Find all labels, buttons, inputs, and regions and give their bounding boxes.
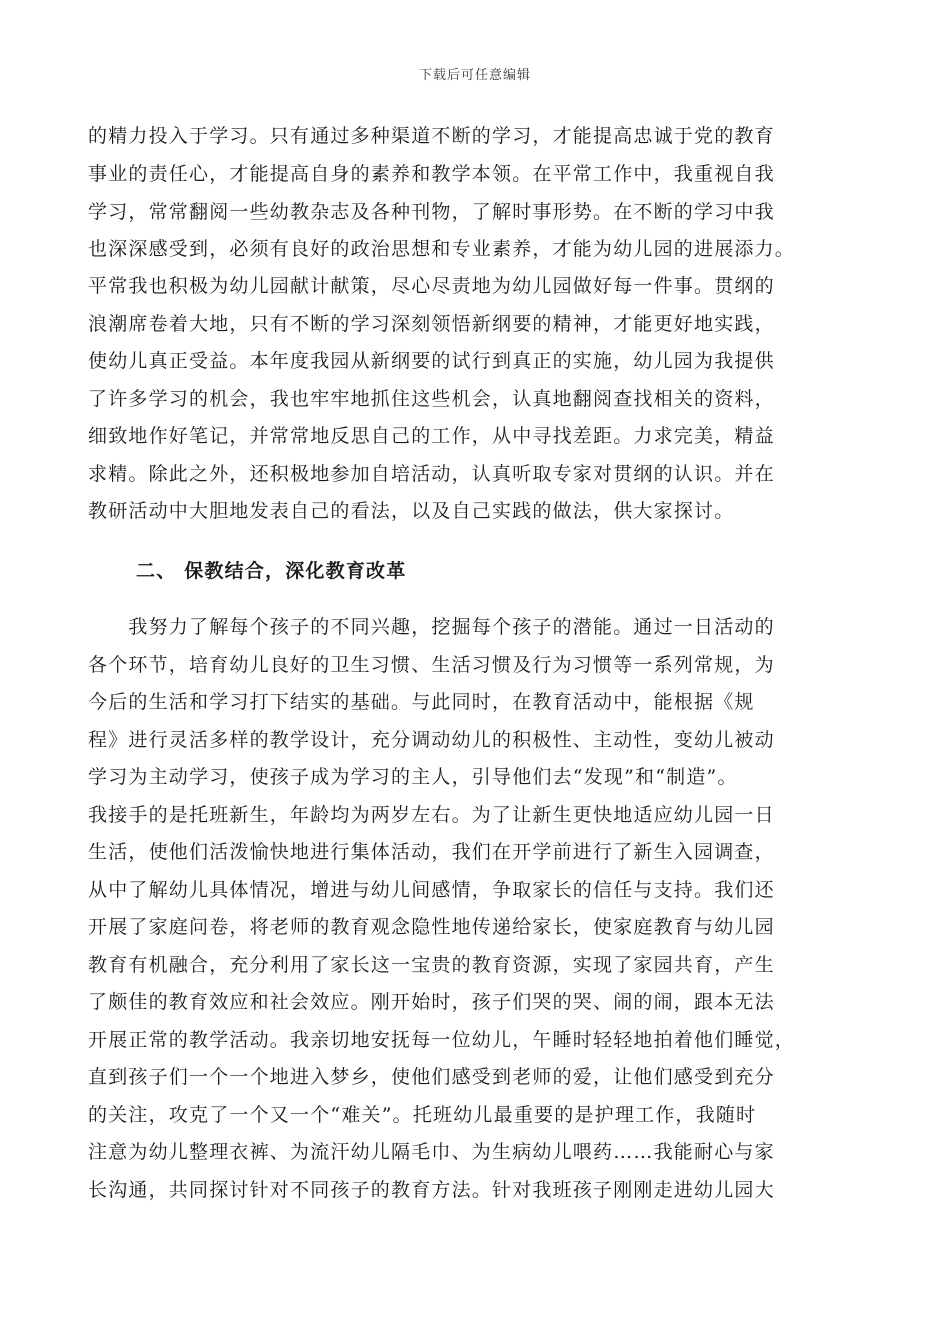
- paragraph-line: 开展了家庭问卷，将老师的教育观念隐性地传递给家长，使家庭教育与幼儿园: [88, 916, 775, 938]
- paragraph-line: 学习，常常翻阅一些幼教杂志及各种刊物，了解时事形势。在不断的学习中我: [88, 201, 775, 223]
- paragraph-line: 的关注，攻克了一个又一个“难关”。托班幼儿最重要的是护理工作，我随时: [88, 1104, 757, 1126]
- paragraph-line: 求精。除此之外，还积极地参加自培活动，认真听取专家对贯纲的认识。并在: [88, 463, 775, 485]
- section-heading: 二、 保教结合，深化教育改革: [136, 560, 407, 582]
- paragraph-line: 浪潮席卷着大地，只有不断的学习深刻领悟新纲要的精神，才能更好地实践，: [88, 313, 775, 335]
- paragraph-line: 我接手的是托班新生，年龄均为两岁左右。为了让新生更快地适应幼儿园一日: [88, 804, 775, 826]
- paragraph-line: 教研活动中大胆地发表自己的看法，以及自己实践的做法，供大家探讨。: [88, 500, 735, 522]
- paragraph-line: 长沟通，共同探讨针对不同孩子的教育方法。针对我班孩子刚刚走进幼儿园大: [88, 1179, 775, 1201]
- paragraph-line: 今后的生活和学习打下结实的基础。与此同时，在教育活动中，能根据《规: [88, 691, 755, 713]
- page-header: 下载后可任意编辑: [418, 68, 531, 83]
- paragraph-line: 直到孩子们一个一个地进入梦乡，使他们感受到老师的爱，让他们感受到充分: [88, 1066, 775, 1088]
- paragraph-line: 我努力了解每个孩子的不同兴趣，挖掘每个孩子的潜能。通过一日活动的: [88, 616, 775, 638]
- paragraph-line: 事业的责任心，才能提高自身的素养和教学本领。在平常工作中，我重视自我: [88, 163, 775, 185]
- paragraph-line: 了颇佳的教育效应和社会效应。刚开始时，孩子们哭的哭、闹的闹，跟本无法: [88, 991, 775, 1013]
- paragraph-line: 注意为幼儿整理衣裤、为流汗幼儿隔毛巾、为生病幼儿喂药……我能耐心与家: [88, 1141, 775, 1163]
- paragraph-line: 使幼儿真正受益。本年度我园从新纲要的试行到真正的实施，幼儿园为我提供: [88, 350, 775, 372]
- paragraph-line: 也深深感受到，必须有良好的政治思想和专业素养，才能为幼儿园的进展添力。: [88, 238, 796, 260]
- paragraph-line: 了许多学习的机会，我也牢牢地抓住这些机会，认真地翻阅查找相关的资料，: [88, 388, 775, 410]
- paragraph-line: 各个环节，培育幼儿良好的卫生习惯、生活习惯及行为习惯等一系列常规，为: [88, 654, 775, 676]
- paragraph-line: 教育有机融合，充分利用了家长这一宝贵的教育资源，实现了家园共育，产生: [88, 954, 775, 976]
- paragraph-line: 学习为主动学习，使孩子成为学习的主人，引导他们去“发现”和“制造”。: [88, 766, 738, 788]
- paragraph-line: 细致地作好笔记，并常常地反思自己的工作，从中寻找差距。力求完美，精益: [88, 425, 775, 447]
- paragraph-line: 的精力投入于学习。只有通过多种渠道不断的学习，才能提高忠诚于党的教育: [88, 125, 775, 147]
- paragraph-line: 生活，使他们活泼愉快地进行集体活动，我们在开学前进行了新生入园调查，: [88, 841, 775, 863]
- paragraph-line: 平常我也积极为幼儿园献计献策，尽心尽责地为幼儿园做好每一件事。贯纲的: [88, 275, 775, 297]
- paragraph-line: 开展正常的教学活动。我亲切地安抚每一位幼儿，午睡时轻轻地拍着他们睡觉，: [88, 1029, 796, 1051]
- paragraph-line: 从中了解幼儿具体情况，增进与幼儿间感情，争取家长的信任与支持。我们还: [88, 879, 775, 901]
- paragraph-line: 程》进行灵活多样的教学设计，充分调动幼儿的积极性、主动性，变幼儿被动: [88, 729, 775, 751]
